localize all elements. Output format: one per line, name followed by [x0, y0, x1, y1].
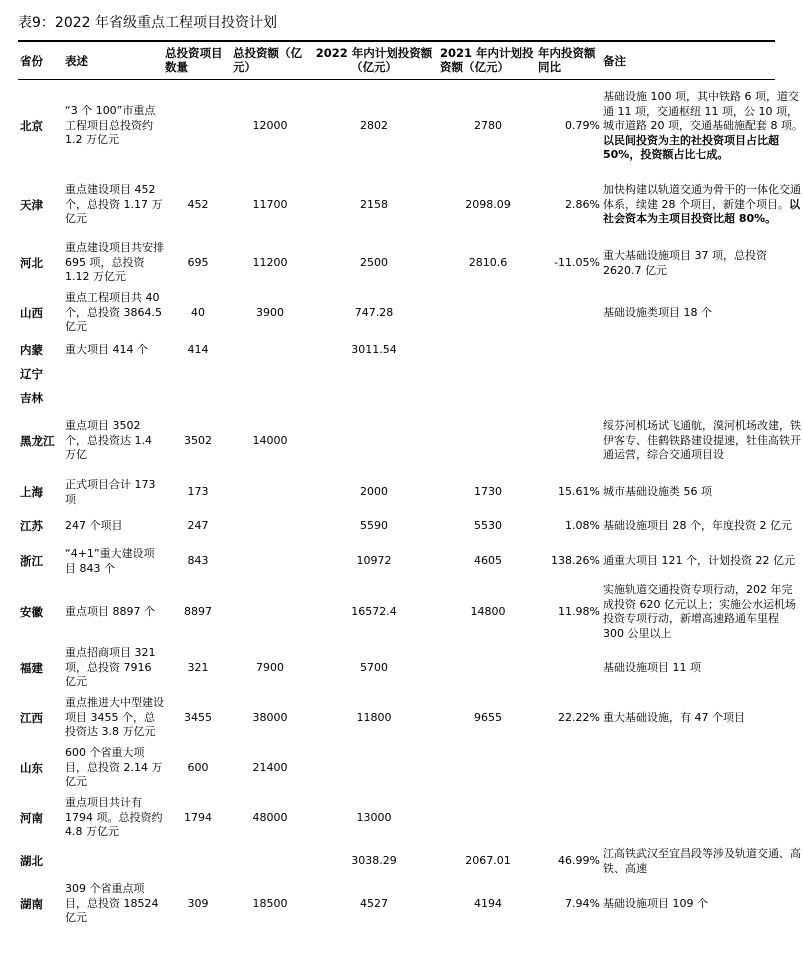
- cell-count-text: 8897: [184, 605, 212, 618]
- header-desc: 表述: [65, 54, 88, 68]
- cell-province: [20, 119, 64, 134]
- cell-province-text: 天津: [20, 198, 43, 212]
- cell-province: [20, 854, 64, 869]
- cell-desc: [65, 646, 165, 690]
- cell-plan2021: [440, 198, 536, 213]
- cell-total: [232, 306, 308, 321]
- header-total: 总投资额（亿元）: [233, 46, 302, 74]
- cell-desc-text: 247 个项目: [65, 519, 123, 532]
- cell-desc: [65, 478, 165, 507]
- cell-plan2022: [310, 605, 438, 620]
- cell-count-text: 3502: [184, 434, 212, 447]
- cell-province: [20, 306, 64, 321]
- cell-count-text: 247: [187, 519, 209, 532]
- cell-plan2022: [310, 485, 438, 500]
- cell-desc: [65, 519, 165, 534]
- cell-province: [20, 391, 64, 406]
- cell-plan2021-text: 14800: [470, 605, 506, 618]
- cell-total-text: 38000: [252, 711, 288, 724]
- cell-note: [603, 183, 803, 227]
- cell-plan2022: [310, 811, 438, 826]
- cell-count-text: 600: [187, 761, 209, 774]
- cell-yoy-text: 0.79%: [565, 119, 600, 132]
- cell-province: [20, 367, 64, 382]
- cell-total: [232, 198, 308, 213]
- cell-plan2021: [440, 485, 536, 500]
- cell-plan2021-text: 4605: [474, 554, 502, 567]
- cell-plan2022: [310, 854, 438, 869]
- cell-province-text: 江西: [20, 711, 43, 725]
- cell-plan2022-text: 16572.4: [351, 605, 397, 618]
- cell-count: [165, 897, 231, 912]
- cell-plan2022: [310, 519, 438, 534]
- cell-yoy: [536, 605, 600, 620]
- cell-note: [603, 519, 803, 534]
- cell-plan2021: [440, 605, 536, 620]
- cell-plan2022-text: 2500: [360, 256, 388, 269]
- cell-province: [20, 343, 64, 358]
- cell-desc: [65, 746, 165, 790]
- cell-province-text: 湖南: [20, 897, 43, 911]
- cell-note-text: 实施轨道交通投资专项行动，202 年完成投资 620 亿元以上；实施公水运机场投资专项行动，新增高速路通车里程 300 公里以上: [603, 583, 796, 640]
- cell-note-text: 基础设施 100 项，其中铁路 6 项，道交通 11 项，交通枢纽 11 项，公 10 项，城市道路 20 项，交通基础施配套 8 项。: [603, 90, 803, 132]
- cell-note-text: 加快构建以轨道交通为骨干的一体化交通体系，续建 28 个项目，新建个项目。: [603, 183, 801, 211]
- cell-plan2021: [440, 711, 536, 726]
- cell-count-text: 40: [191, 306, 205, 319]
- cell-desc-text: 600 个省重大项目，总投资 2.14 万亿元: [65, 746, 163, 788]
- cell-note: [603, 897, 803, 912]
- cell-province-text: 山西: [20, 306, 43, 320]
- cell-count-text: 1794: [184, 811, 212, 824]
- cell-province: [20, 434, 64, 449]
- cell-province-text: 黑龙江: [20, 434, 55, 448]
- cell-note-text: 江高铁武汉至宜昌段等涉及轨道交通、高铁、高速: [603, 847, 801, 875]
- cell-province-text: 江苏: [20, 519, 43, 533]
- cell-desc: [65, 419, 165, 463]
- cell-note-text: 基础设施项目 11 项: [603, 661, 701, 674]
- cell-total-text: 7900: [256, 661, 284, 674]
- cell-desc-text: 重点建设项目 452 个，总投资 1.17 万亿元: [65, 183, 163, 225]
- cell-count: [165, 434, 231, 449]
- cell-yoy: [536, 854, 600, 869]
- cell-total: [232, 711, 308, 726]
- cell-plan2022-text: 747.28: [354, 306, 394, 319]
- cell-count: [165, 605, 231, 620]
- cell-total-text: 11700: [252, 198, 288, 211]
- cell-plan2022-text: 3038.29: [351, 854, 397, 867]
- table-title: 表9：2022 年省级重点工程项目投资计划: [18, 15, 277, 31]
- cell-province-text: 浙江: [20, 554, 43, 568]
- cell-plan2022-text: 3011.54: [351, 343, 397, 356]
- cell-yoy-text: 1.08%: [565, 519, 600, 532]
- header-plan2022: 2022 年内计划投资额（亿元）: [315, 46, 433, 74]
- cell-plan2021: [440, 519, 536, 534]
- cell-desc-text: 重点项目 3502 个，总投资达 1.4 万亿: [65, 419, 152, 461]
- cell-plan2022: [310, 198, 438, 213]
- cell-yoy-text: 22.22%: [558, 711, 600, 724]
- table-top-rule: [18, 40, 775, 42]
- cell-plan2022-text: 5590: [360, 519, 388, 532]
- cell-note-text: 基础设施项目 109 个: [603, 897, 708, 910]
- cell-plan2022-text: 2158: [360, 198, 388, 211]
- cell-yoy: [536, 198, 600, 213]
- cell-plan2022-text: 10972: [356, 554, 392, 567]
- cell-plan2021: [440, 119, 536, 134]
- cell-note: [603, 583, 803, 641]
- cell-yoy: [536, 897, 600, 912]
- cell-plan2022-text: 2000: [360, 485, 388, 498]
- cell-province-text: 山东: [20, 761, 43, 775]
- cell-desc: [65, 605, 165, 620]
- cell-desc-text: “4+1”重大建设项目 843 个: [65, 547, 155, 575]
- cell-province: [20, 811, 64, 826]
- cell-plan2022-text: 11800: [356, 711, 392, 724]
- cell-desc-text: 重点工程项目共 40 个，总投资 3864.5 亿元: [65, 291, 162, 333]
- cell-count-text: 452: [187, 198, 209, 211]
- cell-count-text: 309: [187, 897, 209, 910]
- cell-yoy-text: 11.98%: [558, 605, 600, 618]
- cell-desc-text: 重点招商项目 321 项，总投资 7916 亿元: [65, 646, 156, 688]
- cell-plan2022: [310, 661, 438, 676]
- cell-province: [20, 198, 64, 213]
- cell-province-text: 北京: [20, 119, 43, 133]
- cell-plan2022: [310, 306, 438, 321]
- cell-desc-text: 309 个省重点项目，总投资 18524 亿元: [65, 882, 159, 924]
- cell-note-bold-text: 以民间投资为主的社投资项目占比超 50%，投资额占比七成。: [603, 133, 779, 161]
- cell-plan2021-text: 1730: [474, 485, 502, 498]
- cell-yoy-text: 15.61%: [558, 485, 600, 498]
- cell-total-text: 18500: [252, 897, 288, 910]
- header-plan2021: 2021 年内计划投资额（亿元）: [440, 46, 534, 74]
- cell-note: [603, 661, 803, 676]
- cell-plan2022-text: 4527: [360, 897, 388, 910]
- cell-count-text: 695: [187, 256, 209, 269]
- cell-plan2022: [310, 119, 438, 134]
- cell-note: [603, 419, 803, 463]
- cell-desc: [65, 183, 165, 227]
- cell-total-text: 48000: [252, 811, 288, 824]
- cell-plan2022: [310, 554, 438, 569]
- cell-count: [165, 554, 231, 569]
- cell-desc: [65, 241, 165, 285]
- cell-plan2021-text: 2098.09: [465, 198, 511, 211]
- cell-note-bold-text: 以社会资本为主项目投资比超 80%。: [603, 197, 800, 225]
- cell-desc: [65, 547, 165, 576]
- cell-yoy: [536, 256, 600, 271]
- cell-plan2021: [440, 554, 536, 569]
- cell-province-text: 安徽: [20, 605, 43, 619]
- cell-province-text: 河南: [20, 811, 43, 825]
- cell-note: [603, 485, 803, 500]
- cell-note: [603, 249, 803, 278]
- cell-count: [165, 198, 231, 213]
- cell-desc-text: 重点项目 8897 个: [65, 605, 155, 618]
- cell-plan2022: [310, 256, 438, 271]
- cell-total: [232, 761, 308, 776]
- cell-plan2022: [310, 343, 438, 358]
- cell-desc: [65, 104, 165, 148]
- cell-province: [20, 761, 64, 776]
- cell-plan2022: [310, 711, 438, 726]
- cell-yoy: [536, 519, 600, 534]
- cell-plan2022-text: 13000: [356, 811, 392, 824]
- cell-total-text: 3900: [256, 306, 284, 319]
- cell-province-text: 河北: [20, 256, 43, 270]
- cell-province: [20, 485, 64, 500]
- cell-plan2021: [440, 256, 536, 271]
- cell-province-text: 福建: [20, 661, 43, 675]
- cell-total: [232, 434, 308, 449]
- cell-count: [165, 761, 231, 776]
- cell-note: [603, 847, 803, 876]
- cell-count-text: 173: [187, 485, 209, 498]
- cell-total-text: 12000: [252, 119, 288, 132]
- cell-province-text: 内蒙: [20, 343, 43, 357]
- cell-desc-text: 重点建设项目共安排 695 项，总投资 1.12 万亿元: [65, 241, 164, 283]
- cell-province: [20, 519, 64, 534]
- cell-plan2022-text: 2802: [360, 119, 388, 132]
- header-province: 省份: [20, 54, 43, 68]
- cell-desc-text: 重点推进大中型建设项目 3455 个，总投资达 3.8 万亿元: [65, 696, 164, 738]
- cell-yoy-text: -11.05%: [554, 256, 600, 269]
- cell-province: [20, 661, 64, 676]
- cell-plan2021: [440, 854, 536, 869]
- cell-count: [165, 519, 231, 534]
- cell-note-text: 城市基础设施类 56 项: [603, 485, 712, 498]
- cell-total-text: 11200: [252, 256, 288, 269]
- cell-province: [20, 605, 64, 620]
- cell-count: [165, 485, 231, 500]
- cell-total: [232, 661, 308, 676]
- cell-province: [20, 897, 64, 912]
- cell-plan2021-text: 2780: [474, 119, 502, 132]
- cell-yoy-text: 2.86%: [565, 198, 600, 211]
- cell-province: [20, 554, 64, 569]
- header-note: 备注: [603, 54, 626, 68]
- cell-note-text: 基础设施项目 28 个，年度投资 2 亿元: [603, 519, 792, 532]
- cell-province-text: 辽宁: [20, 367, 43, 381]
- cell-count-text: 414: [187, 343, 209, 356]
- cell-yoy-text: 7.94%: [565, 897, 600, 910]
- cell-yoy-text: 46.99%: [558, 854, 600, 867]
- cell-desc: [65, 796, 165, 840]
- cell-yoy: [536, 119, 600, 134]
- cell-desc: [65, 696, 165, 740]
- cell-yoy-text: 138.26%: [551, 554, 600, 567]
- cell-count-text: 321: [187, 661, 209, 674]
- cell-province-text: 吉林: [20, 391, 43, 405]
- cell-count: [165, 711, 231, 726]
- cell-count-text: 3455: [184, 711, 212, 724]
- cell-desc-text: 正式项目合计 173 项: [65, 478, 156, 506]
- cell-province: [20, 256, 64, 271]
- cell-plan2021-text: 5530: [474, 519, 502, 532]
- cell-desc: [65, 882, 165, 926]
- cell-province-text: 上海: [20, 485, 43, 499]
- cell-total: [232, 256, 308, 271]
- cell-note: [603, 306, 803, 321]
- cell-note-text: 重大基础设施项目 37 项，总投资 2620.7 亿元: [603, 249, 767, 277]
- cell-plan2022: [310, 897, 438, 912]
- cell-note: [603, 554, 803, 569]
- cell-total-text: 21400: [252, 761, 288, 774]
- cell-desc-text: “3 个 100”市重点工程项目总投资约 1.2 万亿元: [65, 104, 156, 146]
- cell-count-text: 843: [187, 554, 209, 567]
- header-bottom-rule: [18, 79, 775, 80]
- cell-desc-text: 重点项目共计有 1794 项。总投资约 4.8 万亿元: [65, 796, 163, 838]
- cell-province-text: 湖北: [20, 854, 43, 868]
- cell-desc: [65, 291, 165, 335]
- cell-count: [165, 343, 231, 358]
- cell-note-text: 基础设施类项目 18 个: [603, 306, 712, 319]
- cell-province: [20, 711, 64, 726]
- cell-note: [603, 711, 803, 726]
- cell-plan2022-text: 5700: [360, 661, 388, 674]
- cell-yoy: [536, 711, 600, 726]
- header-yoy: 年内投资额同比: [538, 46, 596, 74]
- cell-plan2021-text: 9655: [474, 711, 502, 724]
- cell-count: [165, 306, 231, 321]
- cell-total-text: 14000: [252, 434, 288, 447]
- cell-plan2021-text: 2810.6: [468, 256, 508, 269]
- cell-yoy: [536, 554, 600, 569]
- cell-yoy: [536, 485, 600, 500]
- cell-count: [165, 811, 231, 826]
- cell-plan2021-text: 4194: [474, 897, 502, 910]
- cell-note-text: 绥芬河机场试飞通航，漠河机场改建，铁伊客专、佳鹤铁路建设提速，牡佳高铁开通运营，综合交通项目设: [603, 419, 801, 461]
- cell-total: [232, 119, 308, 134]
- cell-note-text: 重大基础设施，有 47 个项目: [603, 711, 745, 724]
- cell-plan2021-text: 2067.01: [465, 854, 511, 867]
- cell-total: [232, 811, 308, 826]
- cell-count: [165, 661, 231, 676]
- cell-count: [165, 256, 231, 271]
- cell-note: [603, 90, 803, 163]
- cell-plan2021: [440, 897, 536, 912]
- cell-desc: [65, 343, 165, 358]
- cell-desc-text: 重大项目 414 个: [65, 343, 148, 356]
- cell-total: [232, 897, 308, 912]
- cell-note-text: 通重大项目 121 个，计划投资 22 亿元: [603, 554, 795, 567]
- header-count: 总投资项目数量: [165, 46, 223, 74]
